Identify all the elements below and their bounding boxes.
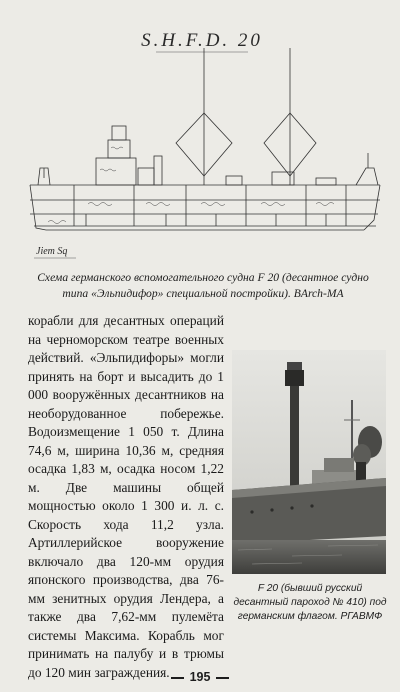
body-paragraph: корабли для десантных операций на черноморском театре военных действий. «Эльпидифоры» могли принять на борт и высадить до 1 000 вооружённых десантников на необорудованное побережье. Водоизмещение 1 050 т. Длина 74,6 м, ширина 10,36 м, средняя осадка 1,83 м, осадка носом 1,22 м. Две машины общей мощностью около 1 300 и. л. с. Скорость хода 11,2 узла. Артиллерийское вооружение включало два 120-мм орудия японского производства, два 76-мм зенитных орудия Лендера, а также два 7,62-мм пулемёта системы Максима. Корабль мог принимать на палубу и в трюмы до 120 мин заграждения. (28, 313, 224, 680)
page-number: 195 (189, 670, 211, 684)
drawing-title: S.H.F.D. 20 (141, 30, 263, 51)
drawing-signature: Jiem Sq (36, 246, 68, 257)
ship-photo (232, 350, 386, 574)
photo-caption: F 20 (бывший русский десантный пароход № 410) под германским флагом. РГАВМФ (233, 583, 387, 622)
figure-caption: Схема германского вспомогательного судна F 20 (десантное судно типа «Эльпидифор» специальной постройки). BArch-MA (37, 271, 369, 300)
page-number-dash-right (216, 677, 229, 679)
page-number-dash-left (171, 677, 184, 679)
ship-schematic-svg (16, 18, 388, 268)
page-number-footer (0, 670, 400, 684)
ship-schematic-drawing (16, 18, 388, 268)
ship-photo-svg (232, 350, 386, 574)
body-text (28, 312, 224, 682)
